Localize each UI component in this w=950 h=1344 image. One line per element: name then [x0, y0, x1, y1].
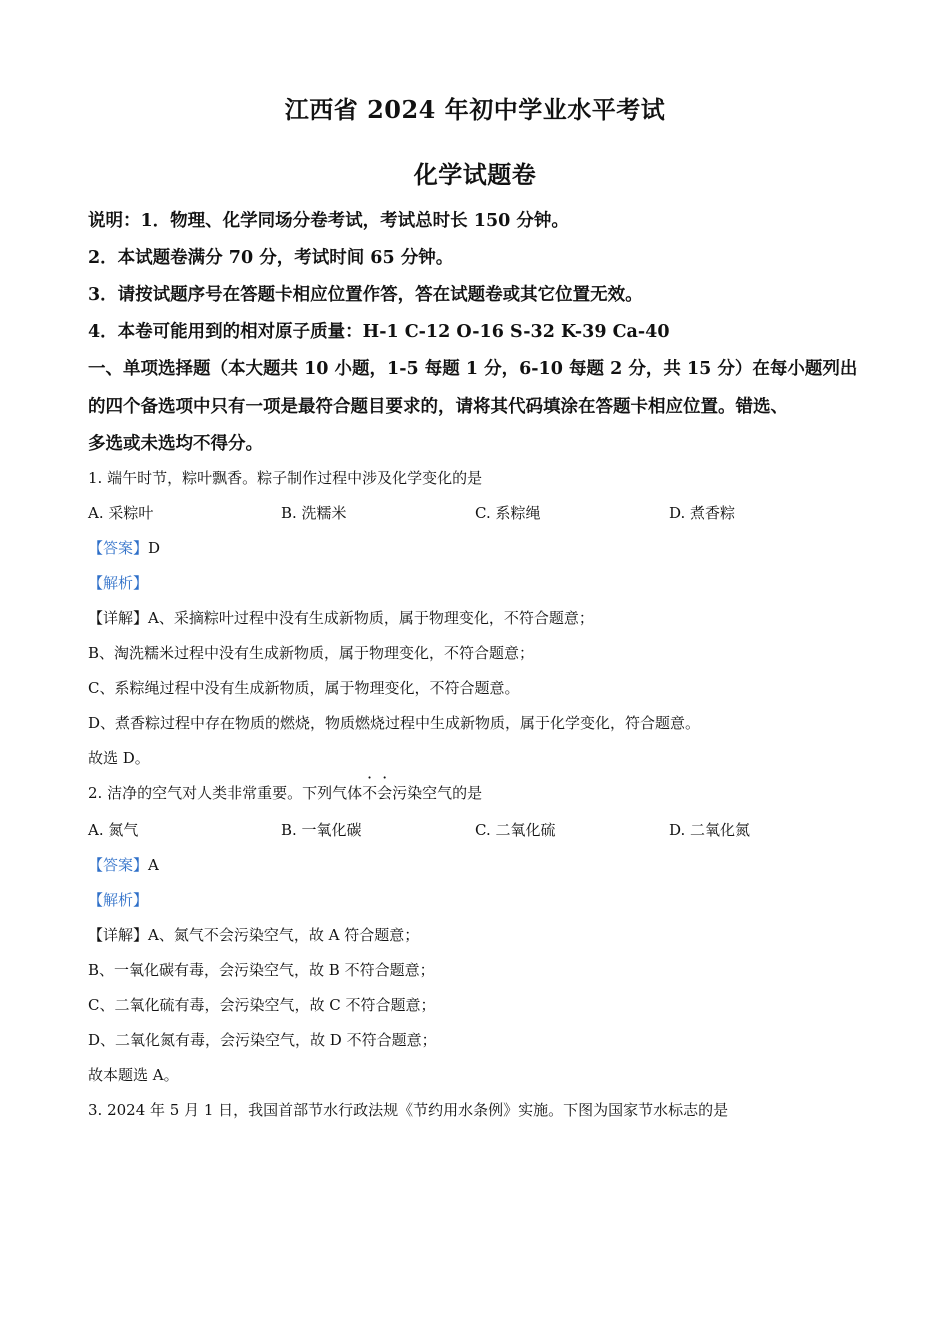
question-2-detail-1 — [88, 925, 862, 945]
question-1-option-a: A. 采粽叶 — [88, 504, 154, 522]
question-2-option-c: C. 二氧化硫 — [475, 821, 556, 839]
question-1-option-c: C. 系粽绳 — [475, 504, 541, 522]
question-2-conclusion: 故本题选 A。 — [88, 1066, 179, 1084]
question-1-detail-3: C、系粽绳过程中没有生成新物质，属于物理变化，不符合题意。 — [88, 679, 520, 697]
instruction-1: 说明：1．物理、化学同场分卷考试，考试总时长 150 分钟。 — [88, 211, 569, 231]
section-heading-line-2: 的四个备选项中只有一项是最符合题目要求的，请将其代码填涂在答题卡相应位置。错选、 — [88, 397, 788, 417]
answer-tag: 【答案】 — [88, 856, 149, 874]
question-1-detail-1 — [88, 608, 862, 628]
question-1-stem: 1. 端午时节，粽叶飘香。粽子制作过程中涉及化学变化的是 — [88, 469, 483, 487]
answer-tag: 【答案】 — [88, 539, 149, 557]
page-subtitle: 化学试题卷 — [413, 160, 537, 189]
question-3-stem: 3. 2024 年 5 月 1 日，我国首部节水行政法规《节约用水条例》实施。下图为国家节水标志的是 — [88, 1101, 729, 1119]
question-1-conclusion: 故选 D。 — [88, 749, 150, 767]
question-1-detail-4: D、煮香粽过程中存在物质的燃烧，物质燃烧过程中生成新物质，属于化学变化，符合题意。 — [88, 714, 701, 732]
question-2-stem — [88, 783, 862, 803]
question-1-option-b: B. 洗糯米 — [281, 504, 347, 522]
section-heading-line-1: 一、单项选择题（本大题共 10 小题，1-5 每题 1 分，6-10 每题 2 分，共 15 分）在每小题列出 — [88, 359, 858, 379]
instruction-3: 3．请按试题序号在答题卡相应位置作答，答在试题卷或其它位置无效。 — [88, 285, 643, 305]
question-2-answer — [88, 855, 862, 875]
instruction-2: 2．本试题卷满分 70 分，考试时间 65 分钟。 — [88, 248, 454, 268]
emphasis-char-2: 会 — [377, 784, 393, 802]
stem-text-after: 污染空气的是 — [392, 784, 483, 802]
detail-tag: 【详解】 — [88, 609, 149, 627]
answer-value: A — [148, 856, 159, 874]
detail-text: A、采摘粽叶过程中没有生成新物质，属于物理变化，不符合题意； — [148, 609, 594, 627]
emphasis-char-1: 不 — [362, 784, 378, 802]
question-2-analysis-tag: 【解析】 — [88, 891, 149, 909]
question-1-option-d: D. 煮香粽 — [669, 504, 736, 522]
page-title: 江西省 2024 年初中学业水平考试 — [284, 95, 666, 124]
instruction-4: 4．本卷可能用到的相对原子质量：H-1 C-12 O-16 S-32 K-39 Ca-40 — [88, 322, 670, 342]
detail-text: A、氮气不会污染空气，故 A 符合题意； — [148, 926, 420, 944]
question-2-option-b: B. 一氧化碳 — [281, 821, 362, 839]
question-2-detail-3: C、二氧化硫有毒，会污染空气，故 C 不符合题意； — [88, 996, 436, 1014]
question-2-detail-2: B、一氧化碳有毒，会污染空气，故 B 不符合题意； — [88, 961, 435, 979]
question-2-option-d: D. 二氧化氮 — [669, 821, 751, 839]
question-2-detail-4: D、二氧化氮有毒，会污染空气，故 D 不符合题意； — [88, 1031, 437, 1049]
question-2-option-a: A. 氮气 — [88, 821, 139, 839]
stem-text-before: 2. 洁净的空气对人类非常重要。下列气体 — [88, 784, 363, 802]
question-1-answer — [88, 538, 862, 558]
detail-tag: 【详解】 — [88, 926, 149, 944]
section-heading-line-3: 多选或未选均不得分。 — [88, 434, 263, 454]
question-1-analysis-tag: 【解析】 — [88, 574, 149, 592]
answer-value: D — [148, 539, 161, 557]
question-1-detail-2: B、淘洗糯米过程中没有生成新物质，属于物理变化，不符合题意； — [88, 644, 535, 662]
